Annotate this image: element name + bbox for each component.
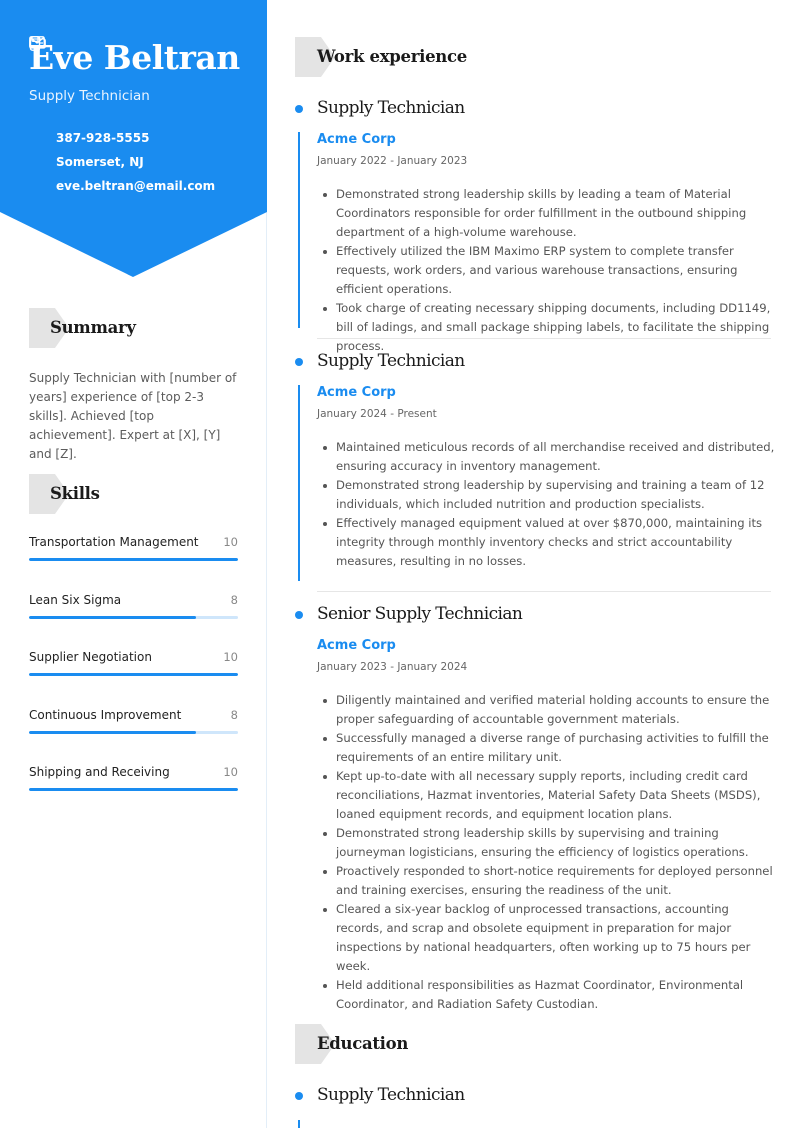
skill-bar-track [29,731,238,734]
job-divider [317,591,771,592]
job-bullets [317,438,775,571]
job-divider [317,338,771,339]
education-title: Education [317,1034,409,1053]
job-bullet: Cleared a six-year backlog of unprocessed transactions, accounting records, and scrap and obsolete equipment in preparation for major inspections by national headquarters, often working up to 75 hours per week. [317,900,775,976]
job-body [295,385,775,571]
job-bullet: Effectively utilized the IBM Maximo ERP system to complete transfer requests, work orders, and various warehouse transactions, ensuring efficient operations. [317,242,775,299]
job-bullets [317,691,775,1014]
candidate-name: Eve Beltran [29,38,240,77]
job-title: Supply Technician [295,96,775,120]
skill-bar-fill [29,788,238,791]
skill-bar-fill [29,558,238,561]
contact-list [29,126,259,198]
skill-level: 10 [223,535,238,549]
summary-title: Summary [50,318,136,337]
skills-list [29,535,238,823]
job-bullet: Kept up-to-date with all necessary supply reports, including credit card reconciliations, Hazmat inventories, Material Safety Data Sheets (MSDS), loaned equipment records, and equipment location plans. [317,767,775,824]
skill-level: 10 [223,765,238,779]
skill-name: Transportation Management [29,535,199,549]
summary-section [29,308,244,464]
left-column [0,0,267,1128]
skill-name: Lean Six Sigma [29,592,122,607]
education-entry [295,1083,775,1107]
job-title: Senior Supply Technician [295,602,775,626]
timeline-dot [295,105,303,113]
skill-name: Supplier Negotiation [29,650,152,664]
job-bullet: Diligently maintained and verified material holding accounts to ensure the proper safeguarding of accountable government materials. [317,691,775,729]
contact-location [29,150,259,174]
job-bullet: Demonstrated strong leadership by supervising and training a team of 12 individuals, which included nutrition and production specialists. [317,476,775,514]
email-icon [29,178,49,194]
phone-icon [29,130,49,146]
timeline-line [298,385,300,581]
skill-row [29,765,238,779]
skill-bar-fill [29,731,196,734]
contact-email[interactable] [29,174,259,198]
job-bullet: Demonstrated strong leadership skills by leading a team of Material Coordinators responsible for order fulfillment in the outbound shipping department of a high-volume warehouse. [317,185,775,242]
phone-text: 387-928-5555 [56,131,150,145]
skill-item [29,650,238,708]
job-bullet: Held additional responsibilities as Hazmat Coordinator, Environmental Coordinator, and Radiation Safety Custodian. [317,976,775,1014]
timeline-line [298,1120,300,1128]
candidate-headline: Supply Technician [29,88,150,104]
skill-level: 8 [230,592,238,607]
header-banner [0,0,267,278]
timeline-dot [295,611,303,619]
skill-level: 10 [223,650,238,664]
skill-row [29,650,238,664]
skill-level: 8 [230,707,238,722]
job-title: Supply Technician [295,349,775,373]
job-entry [295,349,775,571]
experience-header [295,37,495,77]
job-entry [295,96,775,356]
skill-name: Shipping and Receiving [29,765,170,779]
skill-bar-track [29,558,238,561]
company-name: Acme Corp [317,385,396,400]
skill-bar-track [29,673,238,676]
contact-phone [29,126,259,150]
job-bullets [317,185,775,356]
location-text: Somerset, NJ [56,155,144,169]
skill-name: Continuous Improvement [29,707,182,722]
location-icon [29,154,49,170]
job-dates: January 2024 - Present [317,408,437,420]
job-body [295,132,775,356]
skill-row [29,708,238,722]
skill-item [29,708,238,766]
skill-item [29,535,238,593]
skill-row [29,535,238,549]
email-text[interactable]: eve.beltran@email.com [56,179,216,193]
job-bullet: Maintained meticulous records of all merchandise received and distributed, ensuring accuracy in inventory management. [317,438,775,476]
skill-item [29,593,238,651]
skill-item [29,765,238,823]
skills-header [29,474,238,514]
experience-title: Work experience [317,47,467,66]
job-bullet: Demonstrated strong leadership skills by supervising and training journeyman logisticians, ensuring the efficiency of logistics operations. [317,824,775,862]
skill-row [29,593,238,607]
job-bullet: Took charge of creating necessary shipping documents, including DD1149, bill of ladings, and small package shipping labels, to facilitate the shipping process. [317,299,775,356]
skill-bar-fill [29,673,238,676]
company-name: Acme Corp [317,638,396,653]
skill-bar-track [29,788,238,791]
education-degree-title: Supply Technician [295,1083,775,1107]
job-dates: January 2022 - January 2023 [317,155,468,167]
job-entry [295,602,775,1014]
job-bullet: Effectively managed equipment valued at over $870,000, maintaining its integrity through monthly inventory checks and strict accountability measures, resulting in no losses. [317,514,775,571]
job-dates: January 2023 - January 2024 [317,661,468,673]
job-body [295,638,775,1014]
timeline-dot [295,358,303,366]
skill-bar-track [29,616,238,619]
timeline-dot [295,1092,303,1100]
job-bullet: Proactively responded to short-notice requirements for deployed personnel and training exercises, ensuring the readiness of the unit. [317,862,775,900]
education-header [295,1024,495,1064]
company-name: Acme Corp [317,132,396,147]
summary-text: Supply Technician with [number of years] experience of [top 2-3 skills]. Achieved [top achievement]. Expert at [X], [Y] and [Z]. [29,371,237,461]
skill-bar-fill [29,616,196,619]
timeline-line [298,132,300,328]
skills-section [29,474,238,823]
skills-title: Skills [50,484,100,503]
job-bullet: Successfully managed a diverse range of purchasing activities to fulfill the requirements of an entire military unit. [317,729,775,767]
summary-header [29,308,244,348]
